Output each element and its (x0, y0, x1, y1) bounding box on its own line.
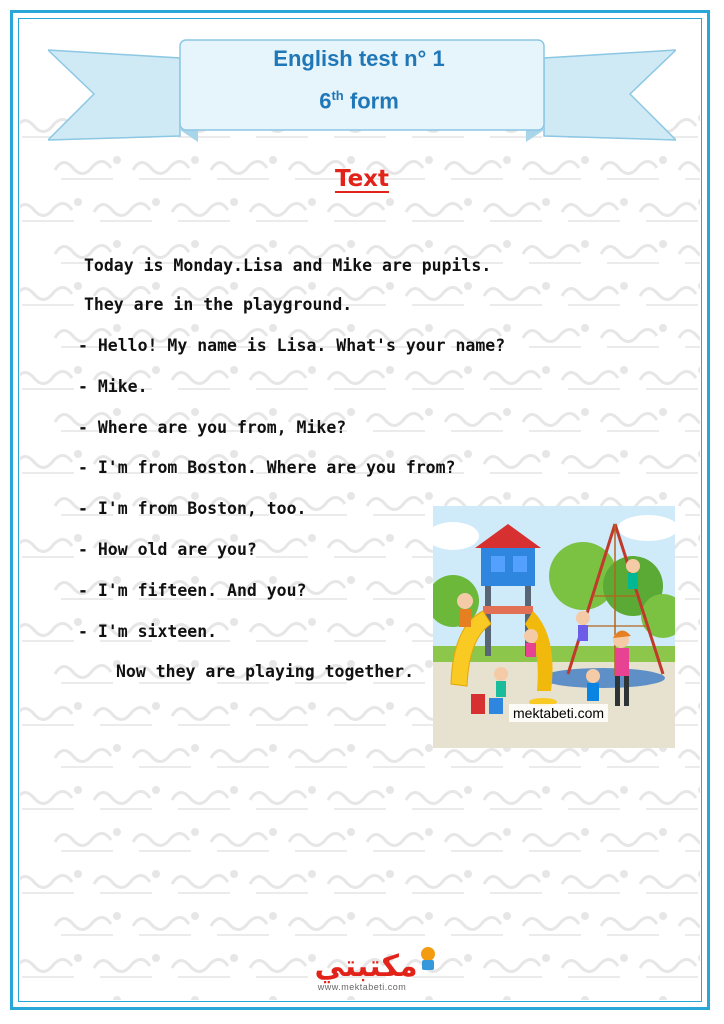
dialog-line: - How old are you? (78, 540, 257, 559)
form-number: 6 (319, 88, 332, 114)
footer-url: www.mektabeti.com (317, 982, 407, 992)
dialog-line: - I'm from Boston, too. (78, 499, 307, 518)
section-heading: Text (334, 166, 390, 192)
title-box (180, 38, 538, 130)
dialog-line: - I'm fifteen. And you? (78, 581, 307, 600)
form-word: form (349, 88, 399, 114)
picture-caption: mektabeti.com (509, 704, 608, 722)
passage-intro-line: Today is Monday.Lisa and Mike are pupils. (84, 256, 492, 275)
playground-illustration (433, 506, 675, 748)
passage-intro-line: They are in the playground. (84, 295, 353, 314)
dialog-line: - Mike. (78, 377, 148, 396)
passage-closing-line: Now they are playing together. (116, 662, 415, 681)
dialog-line: - Where are you from, Mike? (78, 418, 347, 437)
form-suffix: th (331, 88, 344, 103)
dialog-line: - I'm sixteen. (78, 622, 218, 641)
dialog-line: - Hello! My name is Lisa. What's your name? (78, 336, 506, 355)
svg-text:مكتبتي: مكتبتي (314, 949, 418, 984)
test-title: English test n° 1 (273, 46, 445, 71)
grade-title (180, 88, 538, 114)
dialog-line: - I'm from Boston. Where are you from? (78, 458, 456, 477)
